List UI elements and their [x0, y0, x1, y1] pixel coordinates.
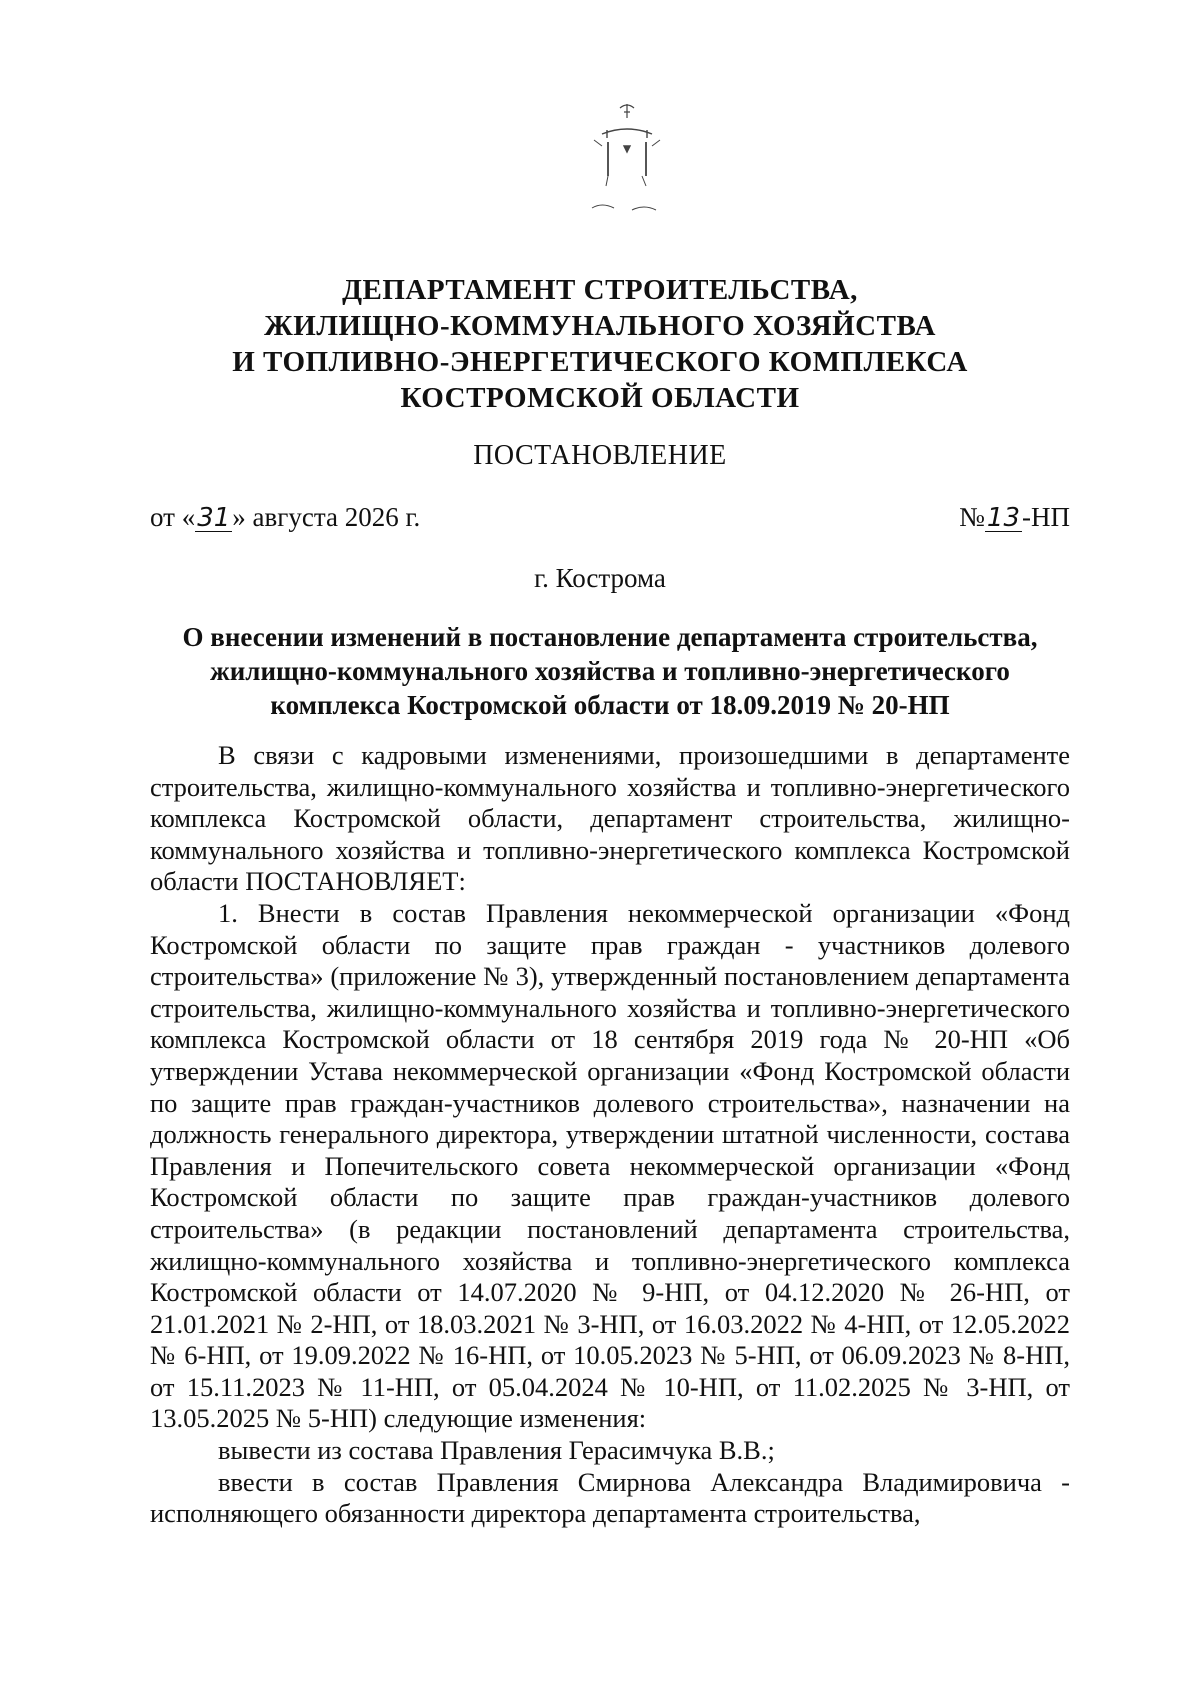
date-suffix: » августа 2026 г.: [232, 502, 421, 532]
body-paragraph-4: ввести в состав Правления Смирнова Александра Владимировича - исполняющего обязанности директора департамента строительства,: [150, 1466, 1070, 1529]
header-line-1: ДЕПАРТАМЕНТ СТРОИТЕЛЬСТВА,: [342, 274, 858, 306]
body-paragraph-2: 1. Внести в состав Правления некоммерческой организации «Фонд Костромской области по защите прав граждан - участников долевого строительства» (приложение № 3), утвержденный постановлением департамента строительства, жилищно-коммунального хозяйства и топливно-энергетического комплекса Костромской области от 18 сентября 2019 года № 20-НП «Об утверждении Устава некоммерческой организации «Фонд Костромской области по защите прав граждан-участников долевого строительства», назначении на должность генерального директора, утверждении штатной численности, состава Правления и Попечительского совета некоммерческой организации «Фонд Костромской области по защите прав граждан-участников долевого строительства» (в редакции постановлений департамента строительства, жилищно-коммунального хозяйства и топливно-энергетического комплекса Костромской области от 14.07.2020 № 9-НП, от 04.12.2020 № 26-НП, от 21.01.2021 № 2-НП, от 18.03.2021 № 3-НП, от 16.03.2022 № 4-НП, от 12.05.2022 № 6-НП, от 19.09.2022 № 16-НП, от 10.05.2023 № 5-НП, от 06.09.2023 № 8-НП, от 15.11.2023 № 11-НП, от 05.04.2024 № 10-НП, от 11.02.2025 № 3-НП, от 13.05.2025 № 5-НП) следующие изменения:: [150, 897, 1070, 1434]
header-line-2: ЖИЛИЩНО-КОММУНАЛЬНОГО ХОЗЯЙСТВА: [264, 310, 936, 342]
title-line-1: О внесении изменений в постановление департамента строительства,: [182, 622, 1038, 652]
document-body: [150, 740, 1070, 1530]
number-prefix: №: [959, 502, 985, 532]
title-line-2: жилищно-коммунального хозяйства и топливно-энергетического: [210, 656, 1010, 686]
number-value-handwritten: 13: [986, 503, 1020, 533]
title-line-3: комплекса Костромской области от 18.09.2019 № 20-НП: [270, 690, 950, 720]
coat-of-arms-emblem: [572, 100, 682, 230]
document-date: [150, 500, 420, 534]
date-prefix: от «: [150, 502, 196, 532]
body-paragraph-1: В связи с кадровыми изменениями, произошедшими в департаменте строительства, жилищно-коммунального хозяйства и топливно-энергетического комплекса Костромской области, департамент строительства, жилищно-коммунального хозяйства и топливно-энергетического комплекса Костромской области ПОСТАНОВЛЯЕТ:: [150, 740, 1070, 897]
document-number: [959, 500, 1070, 534]
header-line-4: КОСТРОМСКОЙ ОБЛАСТИ: [400, 382, 800, 414]
date-day-handwritten: 31: [197, 503, 231, 533]
document-title: [150, 620, 1070, 722]
document-type: ПОСТАНОВЛЕНИЕ: [473, 440, 727, 471]
city: г. Кострома: [534, 563, 666, 593]
body-paragraph-3: вывести из состава Правления Герасимчука В.В.;: [218, 1435, 775, 1466]
number-suffix: -НП: [1022, 502, 1070, 532]
header-line-3: И ТОПЛИВНО-ЭНЕРГЕТИЧЕСКОГО КОМПЛЕКСА: [232, 346, 968, 378]
department-header: [150, 272, 1050, 416]
